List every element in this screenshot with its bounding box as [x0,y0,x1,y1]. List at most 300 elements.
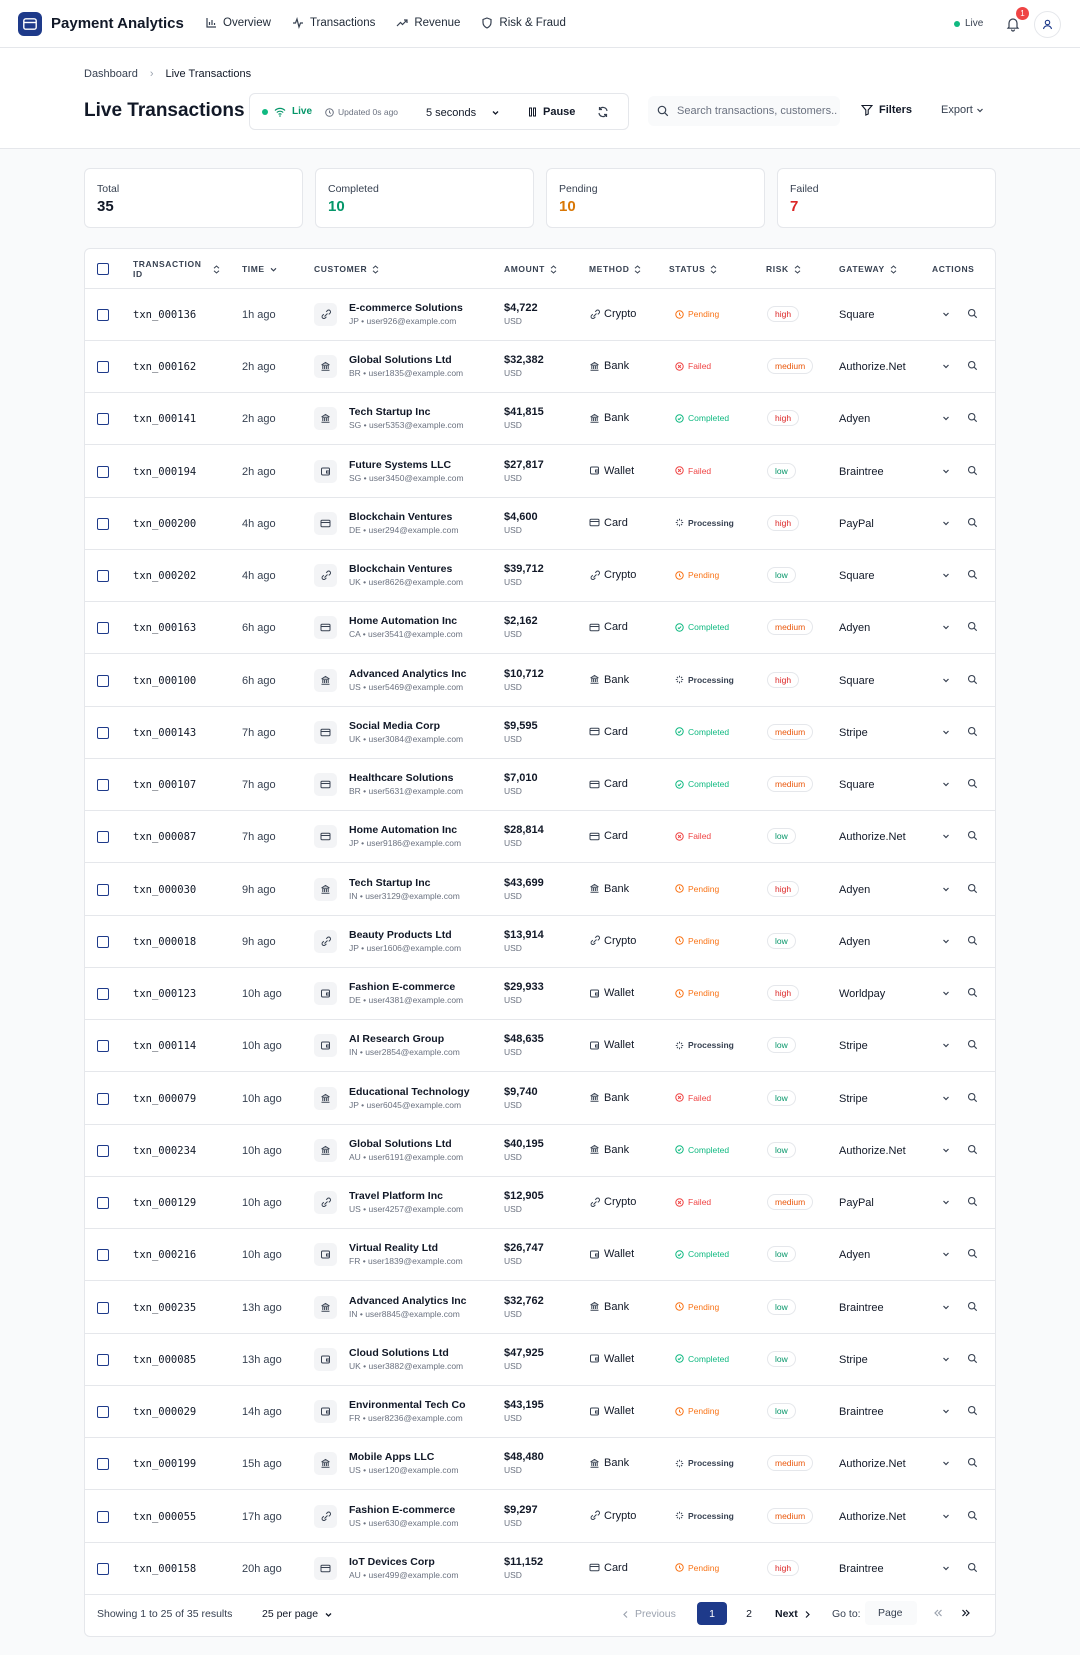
transaction-id[interactable]: txn_000194 [133,465,197,478]
transaction-time: 4h ago [242,517,276,530]
credit-card-icon [320,622,331,633]
nav-overview-label: Overview [223,17,271,29]
row-checkbox[interactable] [97,1145,109,1157]
chevron-down-icon[interactable] [941,518,951,528]
transaction-id[interactable]: txn_000141 [133,413,197,426]
transaction-id[interactable]: txn_000234 [133,1144,197,1157]
column-customer[interactable] [314,249,379,289]
transaction-amount: $9,740 [504,1085,538,1098]
customer-name[interactable]: Mobile Apps LLC [349,1451,435,1464]
search-icon[interactable] [967,1144,978,1155]
risk-badge: low [767,828,796,844]
chevrons-right-icon[interactable] [961,1608,971,1618]
risk-badge: high [767,515,799,531]
customer-method-icon [314,1087,337,1110]
row-checkbox[interactable] [97,1458,109,1470]
search-icon[interactable] [967,1562,978,1573]
stat-label: Completed [328,183,379,195]
table-row[interactable] [85,1229,996,1281]
chevrons-left-icon[interactable] [933,1608,943,1618]
sort-icon [710,265,717,274]
row-checkbox[interactable] [97,1406,109,1418]
chevron-down-icon[interactable] [941,779,951,789]
chevron-down-icon[interactable] [941,884,951,894]
bank-icon [320,1145,331,1156]
search-icon[interactable] [967,308,978,319]
status-badge [675,1563,719,1573]
customer-name[interactable]: Healthcare Solutions [349,772,454,785]
transaction-id[interactable]: txn_000085 [133,1353,197,1366]
status-label: Pending [688,1562,720,1573]
search-icon[interactable] [967,883,978,894]
chevron-down-icon[interactable] [941,413,951,423]
chevron-down-icon[interactable] [941,1511,951,1521]
bar-chart-icon [205,17,217,29]
gateway: Square [839,779,875,792]
chevron-down-icon[interactable] [941,1563,951,1573]
live-status-dot-icon [262,109,268,115]
transaction-id[interactable]: txn_000162 [133,361,197,374]
table-row[interactable] [85,864,996,916]
search-icon[interactable] [967,778,978,789]
next-page-button[interactable] [775,1608,811,1620]
customer-meta: IN • user2854@example.com [349,1047,460,1058]
chevron-down-icon[interactable] [941,1249,951,1259]
search-icon[interactable] [967,987,978,998]
table-row[interactable] [85,1073,996,1125]
results-count: Showing 1 to 25 of 35 results [97,1608,233,1620]
transaction-id[interactable]: txn_000163 [133,622,197,635]
x-circle-icon [675,466,684,475]
customer-method-icon [314,773,337,796]
row-checkbox[interactable] [97,309,109,321]
column-risk[interactable] [766,249,801,289]
chevron-down-icon[interactable] [941,1406,951,1416]
payment-method [589,517,628,529]
live-status [262,106,312,117]
breadcrumb-dashboard[interactable]: Dashboard [84,68,138,80]
check-circle-icon [675,414,684,423]
link-icon [320,570,331,581]
column-status[interactable] [669,249,717,289]
chevron-down-icon[interactable] [491,108,500,117]
transaction-id[interactable]: txn_000158 [133,1562,197,1575]
transaction-currency: USD [504,1360,522,1371]
row-checkbox[interactable] [97,831,109,843]
loader-icon [675,1511,684,1520]
row-checkbox[interactable] [97,518,109,530]
user-avatar[interactable] [1034,11,1061,38]
transaction-id[interactable]: txn_000216 [133,1249,197,1262]
nav-revenue[interactable] [396,17,460,29]
transaction-id[interactable]: txn_000029 [133,1406,197,1419]
search-icon[interactable] [967,621,978,632]
payment-method [589,1248,634,1260]
row-checkbox[interactable] [97,1302,109,1314]
payment-method [589,883,629,895]
transaction-time: 2h ago [242,413,276,426]
search-icon[interactable] [967,1510,978,1521]
stat-value: 35 [97,198,114,215]
status-label: Processing [688,1040,734,1051]
customer-method-icon [314,1505,337,1528]
search-icon[interactable] [967,569,978,580]
payment-method-label: Wallet [604,1405,635,1418]
customer-name[interactable]: Fashion E-commerce [349,981,456,994]
transaction-amount: $29,933 [504,981,544,994]
refresh-interval-select[interactable]: 5 seconds [426,107,477,119]
transaction-amount: $13,914 [504,928,544,941]
chevron-down-icon[interactable] [941,361,951,371]
table-row[interactable] [85,550,996,602]
chevron-down-icon[interactable] [941,727,951,737]
table-row[interactable] [85,968,996,1020]
chevron-down-icon[interactable] [941,309,951,319]
bank-icon [589,1144,600,1155]
pause-button[interactable] [528,106,575,118]
gateway: Braintree [839,465,884,478]
customer-meta: AU • user499@example.com [349,1569,459,1580]
transaction-id[interactable]: txn_000107 [133,779,197,792]
bank-icon [320,1302,331,1313]
transaction-time: 10h ago [242,1197,282,1210]
page-2-button[interactable]: 2 [746,1607,752,1620]
gateway: Authorize.Net [839,1510,906,1523]
x-circle-icon [675,1093,684,1102]
chevron-down-icon[interactable] [941,988,951,998]
table-row[interactable] [85,1491,996,1543]
row-checkbox[interactable] [97,1563,109,1575]
customer-name[interactable]: Environmental Tech Co [349,1399,466,1412]
transaction-id[interactable]: txn_000114 [133,1040,197,1053]
transaction-id[interactable]: txn_000202 [133,570,197,583]
payment-method-label: Bank [604,1091,630,1104]
nav-transactions[interactable] [292,17,375,29]
customer-name[interactable]: Home Automation Inc [349,615,458,628]
refresh-icon[interactable] [597,106,609,118]
customer-meta: IN • user8845@example.com [349,1308,460,1319]
clock-icon [675,571,684,580]
transaction-currency: USD [504,577,522,588]
live-dot-icon [954,21,960,27]
loader-icon [675,518,684,527]
customer-name[interactable]: IoT Devices Corp [349,1555,435,1568]
wallet-icon [320,1249,331,1260]
transaction-currency: USD [504,524,522,535]
credit-card-icon [320,518,331,529]
gateway: Authorize.Net [839,1144,906,1157]
status-badge [675,1145,729,1155]
transaction-id[interactable]: txn_000018 [133,935,197,948]
table-row[interactable] [85,1177,996,1229]
row-checkbox[interactable] [97,1249,109,1261]
customer-name[interactable]: Future Systems LLC [349,458,452,471]
transaction-time: 6h ago [242,674,276,687]
customer-meta: DE • user4381@example.com [349,995,464,1006]
search-icon[interactable] [967,1092,978,1103]
search-icon[interactable] [967,412,978,423]
customer-name[interactable]: Advanced Analytics Inc [349,667,467,680]
payment-method-label: Card [604,830,628,843]
customer-name[interactable]: Travel Platform Inc [349,1190,443,1203]
payment-method-label: Card [604,1561,628,1574]
row-checkbox[interactable] [97,936,109,948]
search-input[interactable] [677,105,837,117]
chevron-down-icon[interactable] [941,1145,951,1155]
transaction-amount: $12,905 [504,1190,544,1203]
transaction-id[interactable]: txn_000079 [133,1092,197,1105]
transaction-amount: $48,480 [504,1451,544,1464]
customer-name[interactable]: Global Solutions Ltd [349,1137,452,1150]
select-all-checkbox[interactable] [97,263,109,275]
stat-pending [546,168,765,228]
transaction-id[interactable]: txn_000136 [133,309,197,321]
chevron-down-icon[interactable] [941,1354,951,1364]
payment-method-label: Wallet [604,464,635,477]
customer-name[interactable]: Blockchain Ventures [349,510,453,523]
table-row[interactable] [85,811,996,863]
transaction-currency: USD [504,629,522,640]
customer-name[interactable]: Global Solutions Ltd [349,354,452,367]
chevron-down-icon[interactable] [941,570,951,580]
transaction-id[interactable]: txn_000235 [133,1301,197,1314]
row-checkbox[interactable] [97,779,109,791]
activity-icon [292,17,304,29]
customer-name[interactable]: Beauty Products Ltd [349,928,452,941]
payment-method [589,1301,629,1313]
transaction-amount: $10,712 [504,667,544,680]
customer-method-icon [314,982,337,1005]
column-method[interactable] [589,249,641,289]
row-checkbox[interactable] [97,466,109,478]
search-icon[interactable] [967,1353,978,1364]
transaction-amount: $27,817 [504,458,544,471]
sort-icon [890,265,897,274]
transaction-time: 7h ago [242,779,276,792]
table-row[interactable] [85,1125,996,1177]
row-checkbox[interactable] [97,1197,109,1209]
clock-icon [675,989,684,998]
pagination [85,1589,996,1637]
live-indicator [954,18,983,29]
wifi-icon [274,107,286,117]
row-checkbox[interactable] [97,570,109,582]
customer-name[interactable]: Blockchain Ventures [349,563,453,576]
table-row[interactable] [85,602,996,654]
bank-icon [320,413,331,424]
app-logo-icon[interactable] [18,12,42,36]
row-checkbox[interactable] [97,675,109,687]
column-time[interactable] [242,249,277,289]
payment-method [589,987,634,999]
transaction-id[interactable]: txn_000100 [133,674,197,687]
customer-name[interactable]: Tech Startup Inc [349,876,431,889]
bank-icon [589,1458,600,1469]
customer-meta: SG • user3450@example.com [349,472,464,483]
chevron-right-icon [804,1610,811,1619]
transaction-currency: USD [504,786,522,797]
status-badge [675,1040,734,1050]
transaction-id[interactable]: txn_000129 [133,1197,197,1210]
stat-value: 7 [790,198,799,215]
transaction-currency: USD [504,838,522,849]
export-button[interactable] [941,104,984,116]
row-checkbox[interactable] [97,884,109,896]
search-icon[interactable] [967,1248,978,1259]
wallet-icon [589,1040,600,1051]
customer-name[interactable]: Home Automation Inc [349,824,458,837]
status-label: Pending [688,570,720,581]
row-checkbox[interactable] [97,413,109,425]
table-row[interactable] [85,446,996,498]
search-icon[interactable] [967,726,978,737]
loader-icon [675,1041,684,1050]
row-checkbox[interactable] [97,622,109,634]
column-amount[interactable] [504,249,557,289]
chevron-down-icon[interactable] [941,831,951,841]
search-icon[interactable] [967,1457,978,1468]
customer-meta: DE • user294@example.com [349,524,459,535]
transaction-id[interactable]: txn_000200 [133,517,197,530]
customer-method-icon [314,1452,337,1475]
search-icon[interactable] [967,1196,978,1207]
chevron-down-icon [324,1610,333,1619]
transaction-amount: $7,010 [504,772,538,785]
column-gateway[interactable] [839,249,897,289]
payment-method-label: Crypto [604,1196,637,1209]
previous-page-button[interactable] [622,1608,676,1620]
payment-method-label: Bank [604,360,630,373]
credit-card-icon [589,831,600,842]
row-checkbox[interactable] [97,988,109,1000]
filters-button[interactable] [861,104,912,116]
chevron-down-icon[interactable] [941,1197,951,1207]
row-checkbox[interactable] [97,1040,109,1052]
chevron-down-icon[interactable] [941,1302,951,1312]
search-icon[interactable] [967,465,978,476]
table-row[interactable] [85,759,996,811]
customer-meta: AU • user6191@example.com [349,1151,464,1162]
table-row[interactable] [85,1334,996,1386]
table-row[interactable] [85,341,996,393]
chevron-down-icon[interactable] [941,675,951,685]
table-row[interactable] [85,1543,996,1595]
table-row[interactable] [85,393,996,445]
transaction-id[interactable]: txn_000087 [133,831,197,844]
search-icon[interactable] [967,1301,978,1312]
nav-risk-fraud[interactable] [481,17,565,29]
table-row[interactable] [85,289,996,341]
nav-overview[interactable] [205,17,271,29]
goto-label: Go to: [832,1608,861,1620]
check-circle-icon [675,623,684,632]
customer-method-icon [314,1243,337,1266]
customer-name[interactable]: Educational Technology [349,1085,470,1098]
search-icon[interactable] [967,1039,978,1050]
payment-method [589,778,628,790]
row-checkbox[interactable] [97,361,109,373]
check-circle-icon [675,1145,684,1154]
per-page-select[interactable] [262,1608,333,1620]
column-transaction-id[interactable] [133,249,223,289]
goto-page-input[interactable] [865,1601,917,1625]
transaction-id[interactable]: txn_000143 [133,726,197,739]
table-row[interactable] [85,1282,996,1334]
chevron-down-icon[interactable] [941,1093,951,1103]
transaction-id[interactable]: txn_000123 [133,988,197,1001]
table-row[interactable] [85,1020,996,1072]
bank-icon [589,1092,600,1103]
table-row[interactable] [85,707,996,759]
search-icon[interactable] [967,674,978,685]
loader-icon [675,675,684,684]
customer-name[interactable]: Cloud Solutions Ltd [349,1346,449,1359]
filters-label: Filters [879,104,913,116]
customer-name[interactable]: AI Research Group [349,1033,445,1046]
customer-name[interactable]: Virtual Reality Ltd [349,1242,439,1255]
table-row[interactable] [85,1386,996,1438]
customer-name[interactable]: E-commerce Solutions [349,302,463,314]
customer-name[interactable]: Social Media Corp [349,719,441,732]
customer-name[interactable]: Advanced Analytics Inc [349,1294,467,1307]
credit-card-icon [589,726,600,737]
chevron-down-icon[interactable] [941,1458,951,1468]
transaction-id[interactable]: txn_000030 [133,883,197,896]
search-icon[interactable] [967,517,978,528]
status-label: Failed [688,361,712,372]
chevron-down-icon[interactable] [941,936,951,946]
gateway: Adyen [839,883,871,896]
table-row[interactable] [85,1438,996,1490]
search-icon[interactable] [967,1405,978,1416]
search-icon[interactable] [967,360,978,371]
page-1-button[interactable]: 1 [697,1602,727,1625]
sort-icon [372,265,379,274]
table-row[interactable] [85,655,996,707]
search-icon[interactable] [967,830,978,841]
next-label: Next [775,1608,798,1620]
status-label: Failed [688,1092,712,1103]
payment-method-label: Card [604,778,628,791]
status-badge [675,884,719,894]
payment-method [589,1457,629,1469]
chevron-down-icon[interactable] [941,1040,951,1050]
row-checkbox[interactable] [97,1093,109,1105]
credit-card-icon [589,779,600,790]
row-checkbox[interactable] [97,1511,109,1523]
breadcrumb-separator: › [149,68,154,80]
row-checkbox[interactable] [97,1354,109,1366]
table-row[interactable] [85,498,996,550]
gateway: Stripe [839,726,868,739]
chevron-down-icon[interactable] [941,466,951,476]
chevron-down-icon[interactable] [941,622,951,632]
table-row[interactable] [85,916,996,968]
customer-name[interactable]: Fashion E-commerce [349,1503,456,1516]
risk-badge: medium [767,1508,813,1524]
credit-card-icon [320,727,331,738]
transaction-id[interactable]: txn_000055 [133,1510,197,1523]
status-badge [675,1511,734,1521]
status-label: Completed [688,779,730,790]
transaction-id[interactable]: txn_000199 [133,1458,197,1471]
transaction-currency: USD [504,1465,522,1476]
payment-method-label: Bank [604,673,630,686]
search-icon[interactable] [967,935,978,946]
filter-icon [861,104,873,116]
row-checkbox[interactable] [97,727,109,739]
customer-name[interactable]: Tech Startup Inc [349,406,431,419]
